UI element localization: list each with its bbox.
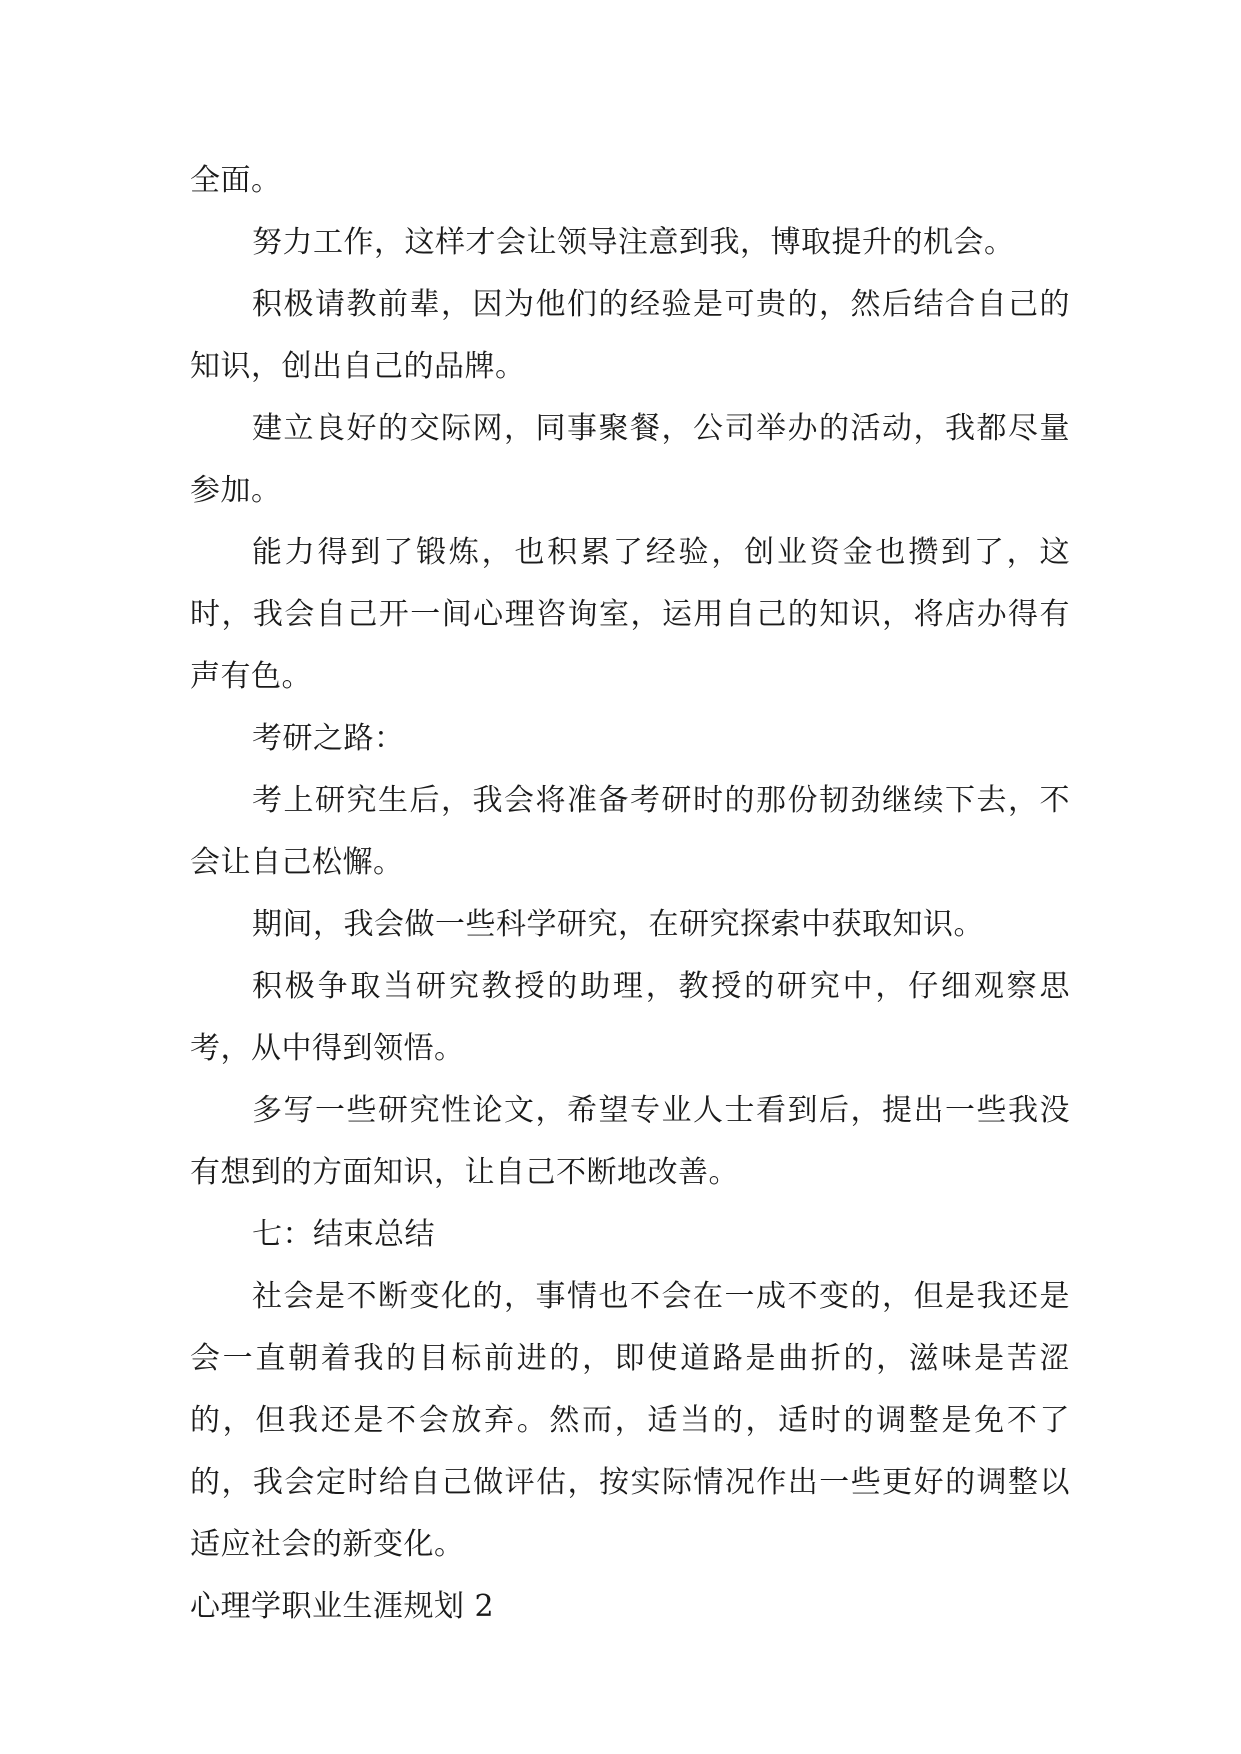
paragraph: 多写一些研究性论文，希望专业人士看到后，提出一些我没有想到的方面知识，让自己不断地改善。 — [190, 1093, 1070, 1190]
subheading: 考研之路： — [252, 721, 405, 756]
paragraph: 积极争取当研究教授的助理，教授的研究中，仔细观察思考，从中得到领悟。 — [190, 969, 1070, 1066]
paragraph: 建立良好的交际网，同事聚餐，公司举办的活动，我都尽量参加。 — [190, 411, 1070, 508]
subheading: 七：结束总结 — [252, 1217, 435, 1252]
paragraph: 考上研究生后，我会将准备考研时的那份韧劲继续下去，不会让自己松懈。 — [190, 783, 1070, 880]
paragraph: 能力得到了锻炼，也积累了经验，创业资金也攒到了，这时，我会自己开一间心理咨询室，运用自己的知识，将店办得有声有色。 — [190, 535, 1070, 694]
paragraph: 全面。 — [190, 163, 282, 198]
paragraph: 期间，我会做一些科学研究，在研究探索中获取知识。 — [252, 907, 984, 942]
document-body — [190, 150, 1070, 1638]
paragraph: 社会是不断变化的，事情也不会在一成不变的，但是我还是会一直朝着我的目标前进的，即使道路是曲折的，滋味是苦涩的，但我还是不会放弃。然而，适当的，适时的调整是免不了的，我会定时给自己做评估，按实际情况作出一些更好的调整以适应社会的新变化。 — [190, 1279, 1070, 1562]
paragraph: 积极请教前辈，因为他们的经验是可贵的，然后结合自己的知识，创出自己的品牌。 — [190, 287, 1070, 384]
paragraph: 努力工作，这样才会让领导注意到我，博取提升的机会。 — [252, 225, 1015, 260]
section-title: 心理学职业生涯规划 2 — [190, 1589, 495, 1624]
